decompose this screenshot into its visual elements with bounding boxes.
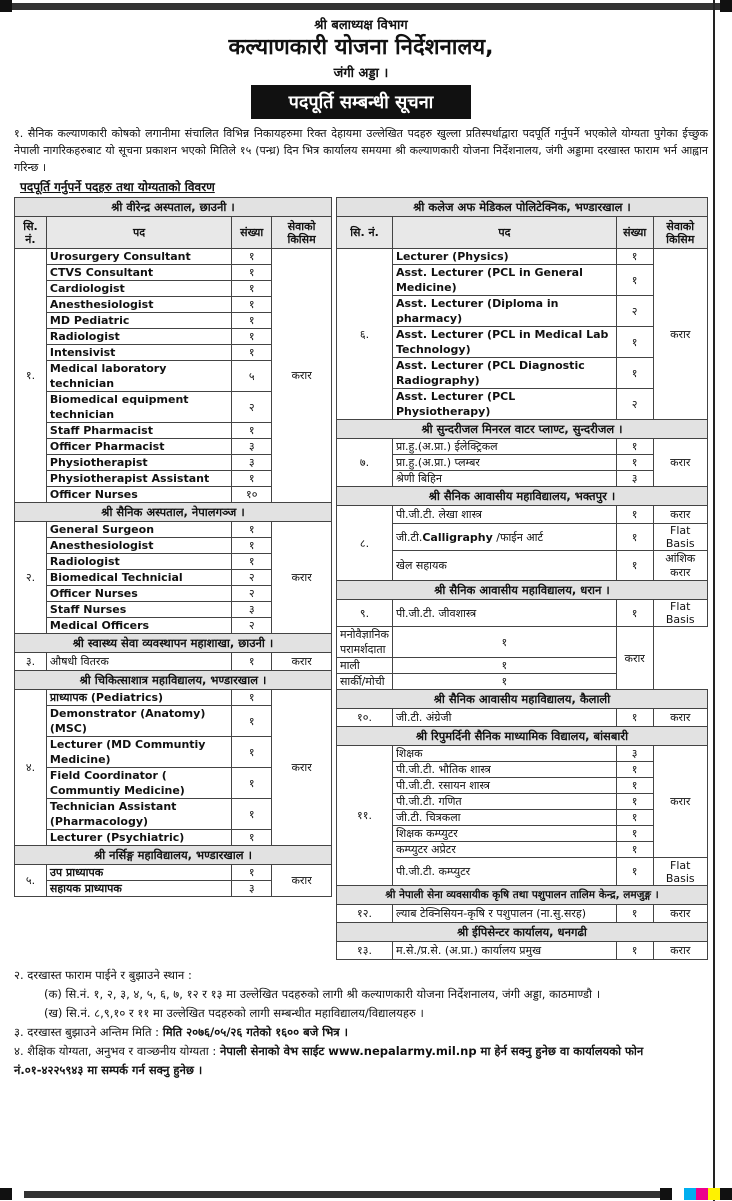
post-name: खेल सहायक <box>392 551 616 581</box>
post-name: Lecturer (Physics) <box>392 249 616 265</box>
section-11-rows <box>337 746 708 886</box>
note-2a: (क) सि.नं. १, २, ३, ४, ५, ६, ७, १२ र १३ मा उल्लेखित पदहरुको लागी श्री कल्याणकारी योजना निर्देशनालय, जंगी अड्डा, काठमाण्डौ । <box>44 987 601 1001</box>
post-count: ३ <box>232 602 272 618</box>
table-row <box>15 865 332 881</box>
section-title: श्री रिपुमर्दिनी सैनिक माध्यामिक विद्यालय, बांसबारी <box>337 727 708 746</box>
note-3 <box>14 1023 708 1042</box>
post-count: १ <box>232 522 272 538</box>
post-name: मनोवैज्ञानिक परामर्शदाता <box>337 627 393 658</box>
col-post: पद <box>46 217 231 249</box>
post-count: १ <box>616 794 653 810</box>
section-title: श्री नेपाली सेना व्यवसायीक कृषि तथा पशुपालन तालिम केन्द्र, लमजुङ्ग । <box>337 886 708 905</box>
post-name: औषधी वितरक <box>46 653 231 671</box>
post-name: Staff Pharmacist <box>46 423 231 439</box>
service-type: करार <box>653 709 708 727</box>
table-row <box>337 389 708 420</box>
table-row <box>337 746 708 762</box>
col-sn: सि. नं. <box>15 217 47 249</box>
post-name: Technician Assistant (Pharmacology) <box>46 799 231 830</box>
service-type: करार <box>272 653 332 671</box>
post-count: १ <box>616 905 653 923</box>
department-name: श्री बलाध्यक्ष विभाग <box>314 18 408 33</box>
section-title: श्री स्वास्थ्य सेवा व्यवस्थापन महाशाखा, छाउनी । <box>15 634 332 653</box>
post-name: जी.टी. चित्रकला <box>392 810 616 826</box>
post-count: १ <box>616 358 653 389</box>
section-title: श्री सुन्दरीजल मिनरल वाटर प्लाण्ट, सुन्दरीजल । <box>337 420 708 439</box>
post-name: Physiotherapist <box>46 455 231 471</box>
post-count: १ <box>616 709 653 727</box>
service-type: करार <box>653 746 708 858</box>
post-count: १ <box>616 455 653 471</box>
post-name: Demonstrator (Anatomy) (MSC) <box>46 706 231 737</box>
post-count: ३ <box>616 471 653 487</box>
post-count: १ <box>616 506 653 524</box>
serial-number: ४. <box>15 690 47 846</box>
col-type: सेवाको किसिम <box>653 217 708 249</box>
post-count: २ <box>232 618 272 634</box>
col-count: संख्या <box>616 217 653 249</box>
post-name: Biomedical equipment technician <box>46 392 231 423</box>
post-name: Medical laboratory technician <box>46 361 231 392</box>
col-type: सेवाको किसिम <box>272 217 332 249</box>
section-6-rows <box>337 249 708 420</box>
post-count: ३ <box>232 439 272 455</box>
post-count: १ <box>232 538 272 554</box>
section-title: श्री चिकित्साशात्र महाविद्यालय, भण्डारखाल । <box>15 671 332 690</box>
post-count: १ <box>232 345 272 361</box>
post-name: Radiologist <box>46 329 231 345</box>
section-title: श्री नर्सिङ्ग महाविद्यालय, भण्डारखाल । <box>15 846 332 865</box>
post-name: प्राध्यापक (Pediatrics) <box>46 690 231 706</box>
serial-number: १२. <box>337 905 393 923</box>
post-count: १ <box>616 810 653 826</box>
table-row <box>337 627 708 658</box>
post-count: १ <box>616 858 653 886</box>
post-count: १ <box>232 329 272 345</box>
post-count: ३ <box>232 881 272 897</box>
post-name: पी.जी.टी. भौतिक शास्त्र <box>392 762 616 778</box>
post-name: कम्प्युटर अप्रेटर <box>392 842 616 858</box>
table-row <box>337 455 708 471</box>
post-name: शिक्षक कम्प्युटर <box>392 826 616 842</box>
table-row <box>337 471 708 487</box>
post-name: पी.जी.टी. जीवशास्त्र <box>392 600 616 627</box>
serial-number: ७. <box>337 439 393 487</box>
table-row <box>337 327 708 358</box>
post-name: सार्की/मोची <box>337 674 393 690</box>
post-name: Asst. Lecturer (PCL Diagnostic Radiography) <box>392 358 616 389</box>
post-name: श्रेणी बिहिन <box>392 471 616 487</box>
post-name: Biomedical Technicial <box>46 570 231 586</box>
post-name: Anesthesiologist <box>46 538 231 554</box>
table-row <box>337 296 708 327</box>
section-title: श्री कलेज अफ मेडिकल पोलिटेक्निक, भण्डारखाल । <box>337 198 708 217</box>
serial-number: २. <box>15 522 47 634</box>
serial-number: १. <box>15 249 47 503</box>
table-row <box>337 842 708 858</box>
post-count: १ <box>232 690 272 706</box>
contact-info: नेपाली सेनाको वेभ साईट www.nepalarmy.mil.np मा हेर्न सक्नु हुनेछ वा कार्यालयको फोन नं.०१-४२२५९४३ मा सम्पर्क गर्न सक्नु हुनेछ । <box>14 1044 644 1077</box>
section-title: श्री ईपिसेन्टर कार्यालय, धनगढी <box>337 923 708 942</box>
post-name: माली <box>337 658 393 674</box>
notice-page <box>14 12 708 1080</box>
print-strip-top <box>0 0 732 12</box>
serial-number: ११. <box>337 746 393 886</box>
post-count: २ <box>616 389 653 420</box>
post-name: CTVS Consultant <box>46 265 231 281</box>
service-type: करार <box>272 249 332 503</box>
table-row <box>337 439 708 455</box>
vacancy-table-left <box>14 197 332 897</box>
serial-number: १३. <box>337 942 393 960</box>
serial-number: ३. <box>15 653 47 671</box>
table-row <box>337 810 708 826</box>
post-name: Asst. Lecturer (Diploma in pharmacy) <box>392 296 616 327</box>
col-sn: सि. नं. <box>337 217 393 249</box>
table-row <box>15 690 332 706</box>
service-type: करार <box>653 439 708 487</box>
service-type: Flat Basis <box>653 858 708 886</box>
post-count: १ <box>232 281 272 297</box>
table-row <box>337 826 708 842</box>
post-count: १ <box>392 627 616 658</box>
post-count: १ <box>616 249 653 265</box>
post-name: Asst. Lecturer (PCL Physiotherapy) <box>392 389 616 420</box>
section-title: श्री सैनिक आवासीय महाविद्यालय, कैलाली <box>337 690 708 709</box>
post-name: MD Pediatric <box>46 313 231 329</box>
table-row <box>15 249 332 265</box>
serial-number: ५. <box>15 865 47 897</box>
section-4-rows <box>15 690 332 846</box>
post-count: १ <box>232 313 272 329</box>
service-type: करार <box>272 522 332 634</box>
service-type: करार <box>653 506 708 524</box>
post-count: १ <box>392 674 616 690</box>
intro-paragraph: १. सैनिक कल्याणकारी कोषको लगानीमा संचालित विभिन्न निकायहरुमा रिक्त देहायमा उल्लेखित पदहरु खुल्ला प्रतिस्पर्धाद्वारा पदपूर्ति गर्नुपर्ने भएकोले योग्यता पुगेका ईच्छुक नेपाली नागरिकहरुबाट यो सूचना प्रकाशन भएको मितिले १५ (पन्ध्र) दिन भित्र कार्यालय समयमा श्री कल्याणकारी योजना निर्देशनालय, जंगी अड्डामा दरखास्त फाराम भर्न आह्वान गरिन्छ । <box>14 127 708 174</box>
serial-number: ९. <box>337 600 393 627</box>
post-count: १ <box>616 327 653 358</box>
post-count: १ <box>616 842 653 858</box>
post-count: १ <box>616 439 653 455</box>
note-2: २. दरखास्त फाराम पाईने र बुझाउने स्थान : <box>14 968 192 982</box>
post-name: Officer Pharmacist <box>46 439 231 455</box>
section-2-rows <box>15 522 332 634</box>
post-name: Asst. Lecturer (PCL in Medical Lab Technology) <box>392 327 616 358</box>
post-count: ३ <box>616 746 653 762</box>
table-heading: पदपूर्ति गर्नुपर्ने पदहरु तथा योग्यताको विवरण <box>20 180 215 194</box>
vacancy-table-right <box>336 197 708 960</box>
table-row <box>337 778 708 794</box>
notes <box>14 966 708 1080</box>
post-count: १ <box>616 778 653 794</box>
service-type: करार <box>653 905 708 923</box>
table-row <box>337 762 708 778</box>
post-count: १ <box>232 737 272 768</box>
post-name: जी.टी. अंग्रेजी <box>392 709 616 727</box>
tables-area <box>14 197 708 960</box>
col-post: पद <box>392 217 616 249</box>
post-count: १ <box>616 762 653 778</box>
post-count: १ <box>232 653 272 671</box>
post-name: पी.जी.टी. गणित <box>392 794 616 810</box>
service-type: करार <box>653 942 708 960</box>
post-name: Medical Officers <box>46 618 231 634</box>
section-title: श्री सैनिक आवासीय महाविद्यालय, धरान । <box>337 581 708 600</box>
post-name: Intensivist <box>46 345 231 361</box>
service-type: Flat Basis <box>653 524 708 551</box>
post-count: १ <box>232 830 272 846</box>
post-name: शिक्षक <box>392 746 616 762</box>
note-4 <box>14 1042 708 1080</box>
post-name: पी.जी.टी. लेखा शास्त्र <box>392 506 616 524</box>
section-title: श्री वीरेन्द्र अस्पताल, छाउनी । <box>15 198 332 217</box>
note-2b: (ख) सि.नं. ८,९,१० र ११ मा उल्लेखित पदहरुको लागी सम्बन्धीत महाविद्यालय/विद्यालयहरु । <box>44 1006 424 1020</box>
service-type: करार <box>272 865 332 897</box>
post-name: Lecturer (Psychiatric) <box>46 830 231 846</box>
notice-title: पदपूर्ति सम्बन्धी सूचना <box>251 85 471 119</box>
service-type: करार <box>616 627 653 690</box>
post-count: १ <box>232 865 272 881</box>
table-row <box>15 522 332 538</box>
section-7-rows <box>337 439 708 487</box>
note-4-label: ४. शैक्षिक योग्यता, अनुभव र वाञ्छनीय योग्यता : <box>14 1044 217 1058</box>
section-1-rows <box>15 249 332 503</box>
post-name: Officer Nurses <box>46 586 231 602</box>
margin-line <box>713 0 715 1201</box>
table-row <box>337 794 708 810</box>
post-count: १ <box>616 551 653 581</box>
post-count: १ <box>232 706 272 737</box>
post-name: Anesthesiologist <box>46 297 231 313</box>
post-count: २ <box>616 296 653 327</box>
post-count: १ <box>616 600 653 627</box>
post-count: १ <box>616 826 653 842</box>
post-count: १ <box>616 524 653 551</box>
table-row <box>337 358 708 389</box>
post-count: ५ <box>232 361 272 392</box>
post-name: Physiotherapist Assistant <box>46 471 231 487</box>
serial-number: ६. <box>337 249 393 420</box>
service-type: Flat Basis <box>653 600 708 627</box>
serial-number: १०. <box>337 709 393 727</box>
service-type: करार <box>653 249 708 420</box>
post-name: Staff Nurses <box>46 602 231 618</box>
post-name: पी.जी.टी. रसायन शास्त्र <box>392 778 616 794</box>
post-name: म.से./प्र.से. (अ.प्रा.) कार्यालय प्रमुख <box>392 942 616 960</box>
service-type: आंशिक करार <box>653 551 708 581</box>
post-name: सहायक प्राध्यापक <box>46 881 231 897</box>
table-row <box>337 265 708 296</box>
post-name: Field Coordinator ( Communtiy Medicine) <box>46 768 231 799</box>
service-type: करार <box>272 690 332 846</box>
table-row <box>337 858 708 886</box>
print-strip-bottom <box>0 1188 732 1200</box>
section-title: श्री सैनिक आवासीय महाविद्यालय, भक्तपुर । <box>337 487 708 506</box>
post-count: १ <box>616 942 653 960</box>
deadline: मिति २०७६/०५/२६ गतेको १६०० बजे भित्र । <box>162 1025 348 1039</box>
section-9-rows <box>337 627 708 690</box>
post-name: पी.जी.टी. कम्प्युटर <box>392 858 616 886</box>
post-count: १ <box>232 249 272 265</box>
post-name: Officer Nurses <box>46 487 231 503</box>
post-suffix: /फाईन आर्ट <box>492 530 544 544</box>
post-name: उप प्राध्यापक <box>46 865 231 881</box>
post-count: २ <box>232 392 272 423</box>
post-name: General Surgeon <box>46 522 231 538</box>
post-count: १ <box>232 799 272 830</box>
post-count: ३ <box>232 455 272 471</box>
post-bold: Calligraphy <box>422 530 493 544</box>
col-count: संख्या <box>232 217 272 249</box>
post-count: १ <box>232 265 272 281</box>
section-5-rows <box>15 865 332 897</box>
serial-number: ८. <box>337 506 393 581</box>
post-name: प्रा.हु.(अ.प्रा.) प्लम्बर <box>392 455 616 471</box>
note-3-label: ३. दरखास्त बुझाउने अन्तिम मिति : <box>14 1025 160 1039</box>
post-count: २ <box>232 570 272 586</box>
post-count: १० <box>232 487 272 503</box>
directorate-name: कल्याणकारी योजना निर्देशनालय, <box>228 35 494 60</box>
post-name: Asst. Lecturer (PCL in General Medicine) <box>392 265 616 296</box>
post-name: Cardiologist <box>46 281 231 297</box>
post-count: १ <box>232 768 272 799</box>
post-name: Lecturer (MD Communtiy Medicine) <box>46 737 231 768</box>
post-count: २ <box>232 586 272 602</box>
post-count: १ <box>616 265 653 296</box>
post-count: १ <box>232 554 272 570</box>
location: जंगी अड्डा । <box>333 66 389 81</box>
post-name: प्रा.हु.(अ.प्रा.) ईलेक्ट्रिकल <box>392 439 616 455</box>
table-row <box>337 249 708 265</box>
post-count: १ <box>232 297 272 313</box>
section-title: श्री सैनिक अस्पताल, नेपालगञ्ज । <box>15 503 332 522</box>
post-count: १ <box>232 471 272 487</box>
post-name <box>392 524 616 551</box>
post-prefix: जी.टी. <box>395 530 423 544</box>
post-name: Radiologist <box>46 554 231 570</box>
post-count: १ <box>392 658 616 674</box>
post-name: Urosurgery Consultant <box>46 249 231 265</box>
post-name: ल्याब टेक्निसियन-कृषि र पशुपालन (ना.सु.सरह) <box>392 905 616 923</box>
post-count: १ <box>232 423 272 439</box>
